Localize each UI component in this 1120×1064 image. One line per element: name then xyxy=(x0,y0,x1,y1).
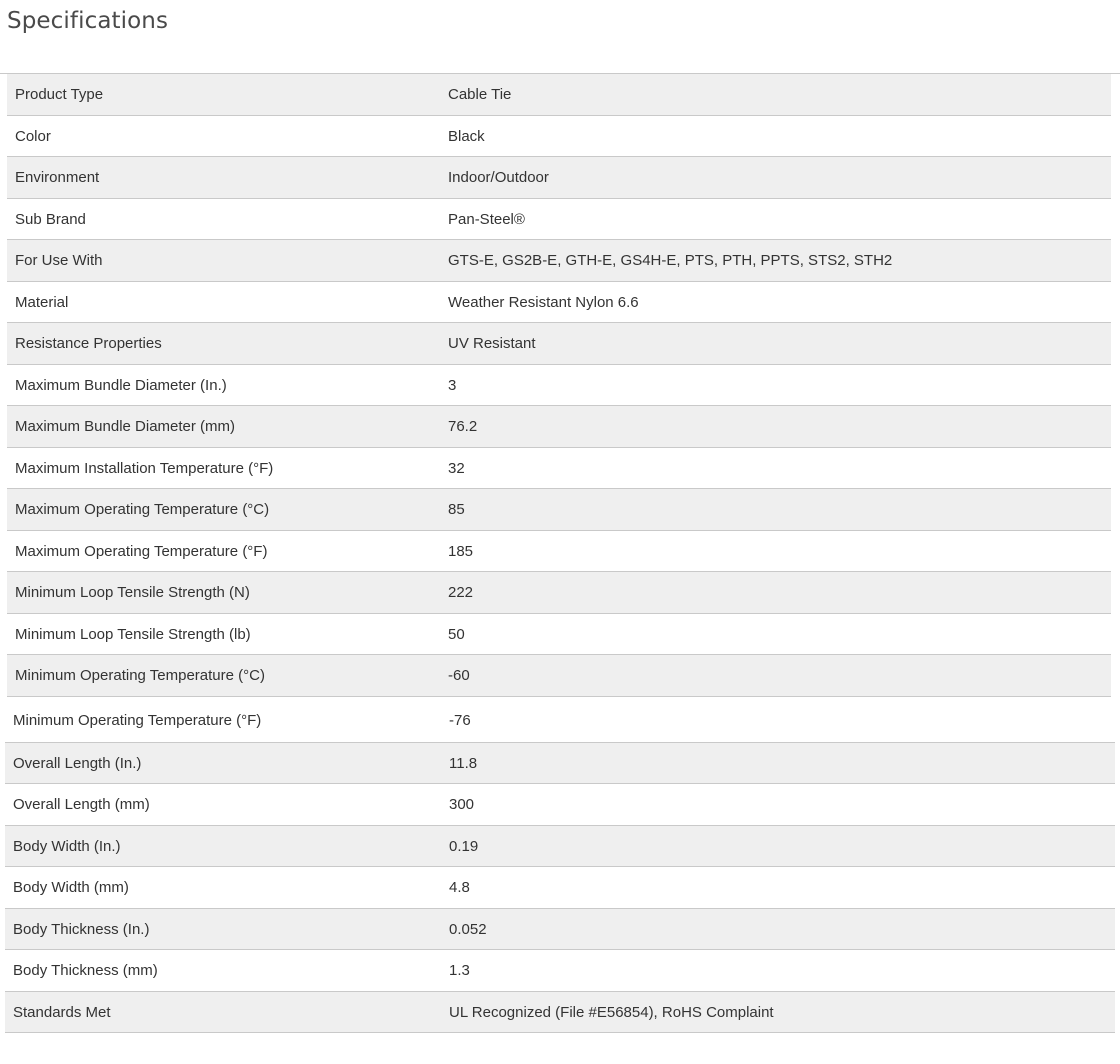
spec-value: 0.052 xyxy=(449,920,487,938)
table-row xyxy=(7,572,1111,614)
spec-value: Cable Tie xyxy=(448,86,512,103)
spec-value: Weather Resistant Nylon 6.6 xyxy=(448,293,639,311)
spec-value: 300 xyxy=(449,796,475,813)
table-row xyxy=(5,950,1115,992)
spec-label: Standards Met xyxy=(13,1003,111,1021)
table-row xyxy=(7,74,1111,116)
table-row xyxy=(7,116,1111,158)
table-row xyxy=(7,489,1111,531)
spec-label: Maximum Bundle Diameter (In.) xyxy=(15,376,227,394)
spec-value: -76 xyxy=(449,711,471,729)
spec-label: For Use With xyxy=(15,252,103,269)
spec-value: GTS-E, GS2B-E, GTH-E, GS4H-E, PTS, PTH, PPTS, STS2, STH2 xyxy=(448,252,893,269)
spec-label: Minimum Operating Temperature (°C) xyxy=(15,667,265,684)
specifications-table-section xyxy=(0,697,1120,1034)
table-row xyxy=(5,992,1115,1034)
page-title: Specifications xyxy=(7,8,169,34)
table-row xyxy=(7,448,1111,490)
spec-value: UL Recognized (File #E56854), RoHS Complaint xyxy=(449,1003,774,1021)
table-row xyxy=(5,909,1115,951)
spec-value: 32 xyxy=(448,459,465,477)
table-row xyxy=(7,199,1111,241)
table-row xyxy=(7,406,1111,448)
spec-label: Minimum Loop Tensile Strength (lb) xyxy=(15,625,251,643)
spec-label: Product Type xyxy=(15,86,104,103)
table-row xyxy=(7,655,1111,697)
table-row xyxy=(7,323,1111,365)
table-row xyxy=(7,365,1111,407)
spec-value: 222 xyxy=(448,584,474,601)
spec-label: Maximum Operating Temperature (°C) xyxy=(15,501,270,518)
specifications-table xyxy=(0,73,1120,1033)
table-row xyxy=(7,240,1111,282)
spec-value: -60 xyxy=(448,667,470,684)
spec-label: Body Thickness (mm) xyxy=(13,962,158,979)
table-row xyxy=(5,784,1115,826)
table-row xyxy=(7,282,1111,324)
spec-label: Body Width (mm) xyxy=(13,879,129,896)
spec-label: Body Width (In.) xyxy=(13,837,121,855)
spec-value: 11.8 xyxy=(449,754,478,772)
spec-value: Indoor/Outdoor xyxy=(448,169,549,186)
spec-value: 185 xyxy=(448,542,474,560)
table-row xyxy=(5,867,1115,909)
spec-label: Environment xyxy=(15,169,100,186)
spec-label: Maximum Installation Temperature (°F) xyxy=(15,459,274,477)
spec-value: 1.3 xyxy=(449,962,470,979)
spec-label: Sub Brand xyxy=(15,210,86,228)
table-row xyxy=(5,697,1115,743)
spec-label: Maximum Operating Temperature (°F) xyxy=(15,542,268,560)
table-row xyxy=(7,531,1111,573)
spec-label: Overall Length (mm) xyxy=(13,796,150,813)
spec-value: UV Resistant xyxy=(448,335,536,352)
table-row xyxy=(7,614,1111,656)
spec-value: 76.2 xyxy=(448,418,478,435)
spec-label: Minimum Operating Temperature (°F) xyxy=(13,711,262,729)
spec-label: Maximum Bundle Diameter (mm) xyxy=(15,418,236,435)
spec-label: Color xyxy=(15,127,51,145)
table-row xyxy=(5,826,1115,868)
spec-value: Pan-Steel® xyxy=(448,210,525,228)
table-row xyxy=(7,157,1111,199)
spec-label: Overall Length (In.) xyxy=(13,754,142,772)
spec-value: 3 xyxy=(448,376,457,394)
spec-value: 50 xyxy=(448,625,465,643)
spec-label: Material xyxy=(15,293,69,311)
table-row xyxy=(5,743,1115,785)
spec-value: Black xyxy=(448,127,485,145)
spec-value: 4.8 xyxy=(449,879,470,896)
spec-value: 85 xyxy=(448,501,465,518)
spec-label: Body Thickness (In.) xyxy=(13,920,150,938)
spec-label: Resistance Properties xyxy=(15,335,162,352)
spec-value: 0.19 xyxy=(449,837,479,855)
specifications-table-section xyxy=(0,73,1120,697)
spec-label: Minimum Loop Tensile Strength (N) xyxy=(15,584,250,601)
